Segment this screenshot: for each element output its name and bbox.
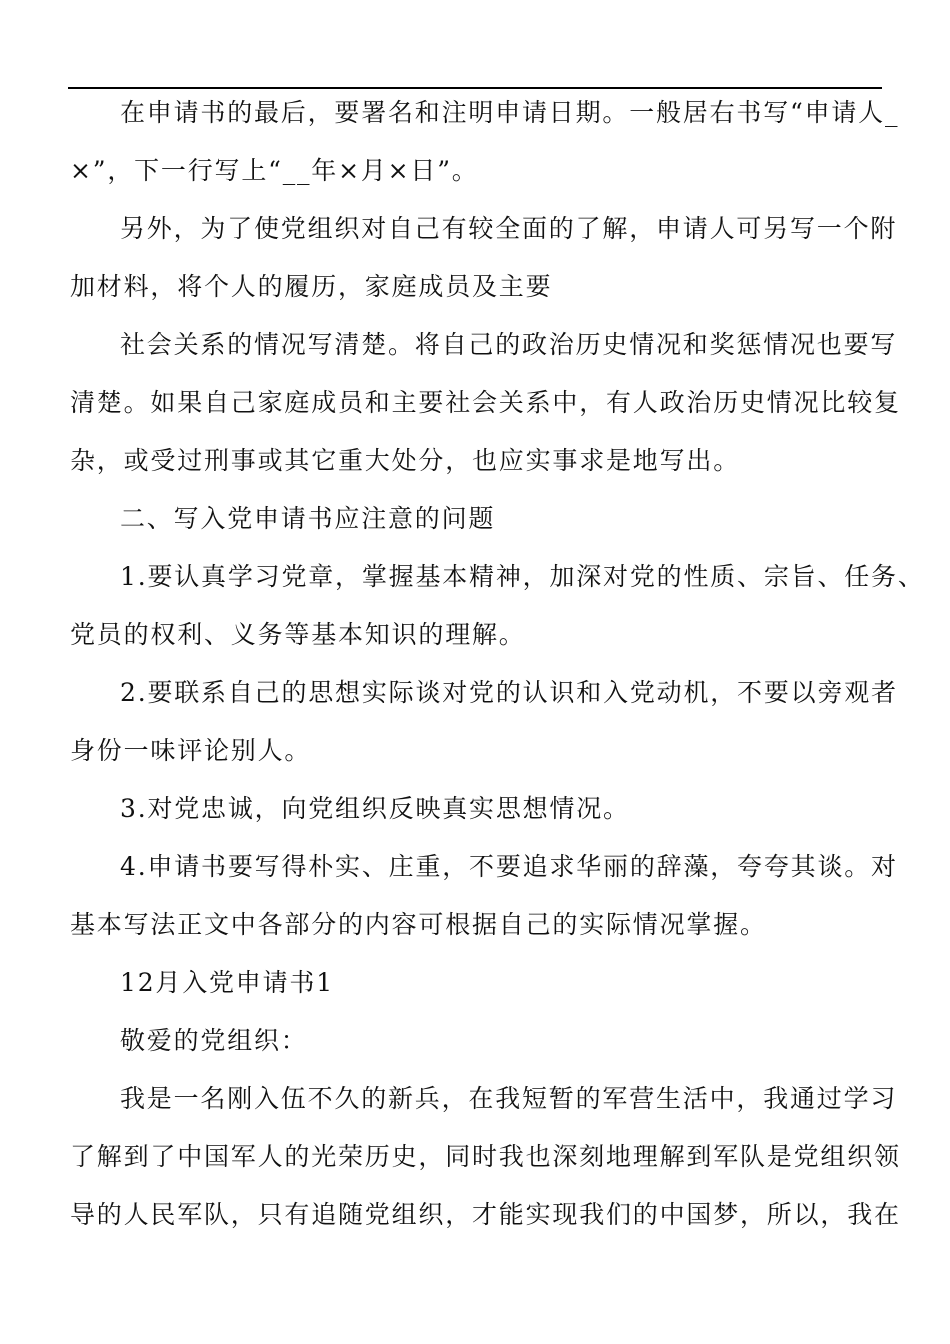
text-line: 导的人民军队，只有追随党组织，才能实现我们的中国梦，所以，我在 [70,1200,901,1229]
text-line: ×”，下一行写上“__年×月×日”。 [70,156,479,185]
text-line: 加材料，将个人的履历，家庭成员及主要 [70,272,553,301]
list-item: 4.申请书要写得朴实、庄重，不要追求华丽的辞藻，夸夸其谈。对 [120,852,898,881]
text-line: 了解到了中国军人的光荣历史，同时我也深刻地理解到军队是党组织领 [70,1142,901,1171]
text-line: 基本写法正文中各部分的内容可根据自己的实际情况掌握。 [70,910,767,939]
text-line: 我是一名刚入伍不久的新兵，在我短暂的军营生活中，我通过学习 [120,1084,898,1113]
text-line: 党员的权利、义务等基本知识的理解。 [70,620,526,649]
section-heading: 二、写入党申请书应注意的问题 [120,504,496,533]
text-line: 另外，为了使党组织对自己有较全面的了解，申请人可另写一个附 [120,214,898,243]
text-line: 社会关系的情况写清楚。将自己的政治历史情况和奖惩情况也要写 [120,330,898,359]
salutation: 敬爱的党组织： [120,1026,308,1055]
text-line: 在申请书的最后，要署名和注明申请日期。一般居右书写“申请人_ [120,98,900,127]
list-item: 2.要联系自己的思想实际谈对党的认识和入党动机，不要以旁观者 [120,678,898,707]
list-item: 1.要认真学习党章，掌握基本精神，加深对党的性质、宗旨、任务、 [120,562,925,591]
text-line: 身份一味评论别人。 [70,736,312,765]
section-title: 12月入党申请书1 [120,968,334,997]
header-rule [68,87,882,89]
list-item: 3.对党忠诚，向党组织反映真实思想情况。 [120,794,630,823]
text-line: 清楚。如果自己家庭成员和主要社会关系中，有人政治历史情况比较复 [70,388,901,417]
text-line: 杂，或受过刑事或其它重大处分，也应实事求是地写出。 [70,446,741,475]
